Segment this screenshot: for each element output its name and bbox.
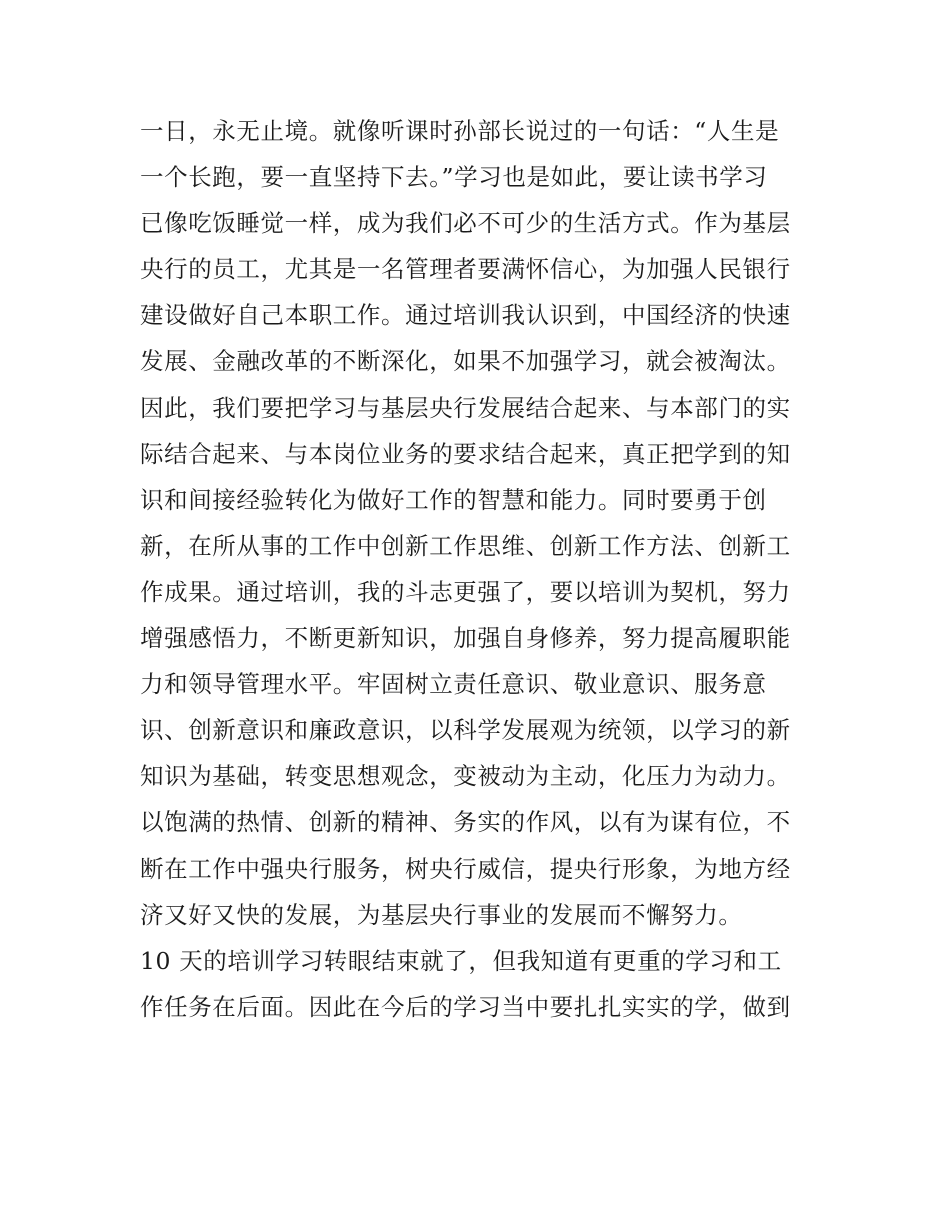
body-text: [140, 108, 820, 1030]
text-line-8: 际结合起来、与本岗位业务的要求结合起来，真正把学到的知: [140, 439, 791, 468]
text-line-20: 作任务在后面。因此在今后的学习当中要扎扎实实的学，做到: [140, 992, 791, 1021]
text-line-19: 10 天的培训学习转眼结束就了，但我知道有更重的学习和工: [140, 946, 782, 975]
text-line-7: 因此，我们要把学习与基层央行发展结合起来、与本部门的实: [140, 393, 791, 422]
text-line-2: 一个长跑，要一直坚持下去。”学习也是如此，要让读书学习: [140, 163, 768, 192]
text-line-1: 一日，永无止境。就像听课时孙部长说过的一句话：“人生是: [140, 117, 780, 145]
text-line-13: 力和领导管理水平。牢固树立责任意识、敬业意识、服务意: [140, 670, 767, 699]
text-line-4: 央行的员工，尤其是一名管理者要满怀信心，为加强人民银行: [140, 255, 791, 284]
text-line-17: 断在工作中强央行服务，树央行威信，提央行形象，为地方经: [140, 854, 791, 883]
text-line-16: 以饱满的热情、创新的精神、务实的作风，以有为谋有位，不: [140, 808, 791, 837]
text-line-12: 增强感悟力，不断更新知识，加强自身修养，努力提高履职能: [140, 624, 791, 653]
text-line-10: 新，在所从事的工作中创新工作思维、创新工作方法、创新工: [140, 531, 791, 560]
text-line-15: 知识为基础，转变思想观念，变被动为主动，化压力为动力。: [140, 762, 791, 791]
text-line-11: 作成果。通过培训，我的斗志更强了，要以培训为契机，努力: [140, 577, 791, 606]
text-line-5: 建设做好自己本职工作。通过培训我认识到，中国经济的快速: [140, 301, 791, 330]
text-line-14: 识、创新意识和廉政意识，以科学发展观为统领，以学习的新: [140, 716, 791, 745]
text-line-3: 已像吃饭睡觉一样，成为我们必不可少的生活方式。作为基层: [140, 209, 791, 238]
text-line-9: 识和间接经验转化为做好工作的智慧和能力。同时要勇于创: [140, 485, 767, 514]
text-line-18: 济又好又快的发展，为基层央行事业的发展而不懈努力。: [140, 900, 743, 929]
text-line-6: 发展、金融改革的不断深化，如果不加强学习，就会被淘汰。: [140, 347, 791, 376]
